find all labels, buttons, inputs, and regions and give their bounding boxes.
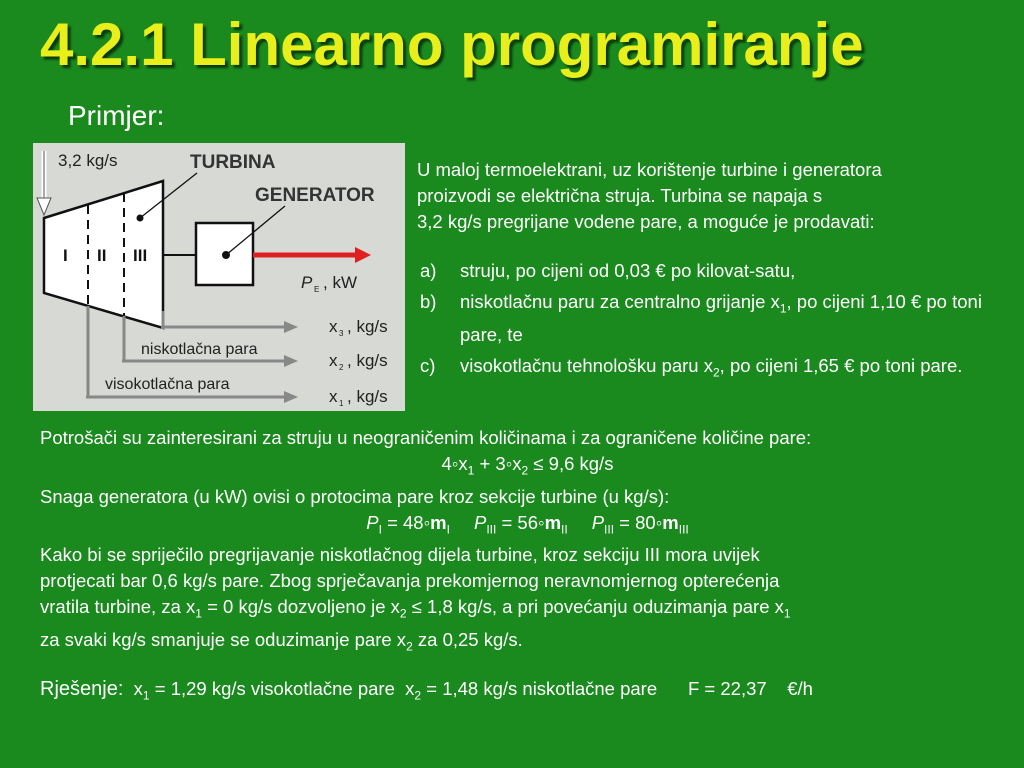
x3-subscript: 3 xyxy=(339,329,344,338)
option-b-text-2: , po cijeni 1,10 € po toni pare, te xyxy=(460,291,982,345)
option-b-label: b) xyxy=(420,291,437,312)
solution-label: Rješenje: xyxy=(40,677,124,700)
para-line-4b: za 0,25 kg/s. xyxy=(412,629,523,651)
x2-arrowhead xyxy=(284,355,298,367)
option-b xyxy=(420,289,1020,348)
eq2-p3-sub: III xyxy=(604,522,615,537)
eq2-p2-mid: = 56◦ xyxy=(496,511,545,533)
eq1-part-a: 4◦x xyxy=(441,453,468,474)
power-arrowhead xyxy=(355,247,371,263)
option-c-label: c) xyxy=(420,354,436,376)
x1-symbol: x xyxy=(329,387,338,406)
option-b-text-1: niskotlačnu paru za centralno grijanje x xyxy=(460,291,780,312)
para-line-3a: vratila turbine, za x xyxy=(40,596,196,618)
intro-text xyxy=(417,157,1017,235)
consumers-text: Potrošači su zainteresirani za struju u neograničenim količinama i za ograničene količine pare: xyxy=(40,427,812,448)
eq2-p2-sub: III xyxy=(486,522,497,537)
eq2-p1-mid: = 48◦ xyxy=(381,511,431,533)
solution-x2-sub: 2 xyxy=(414,688,422,703)
high-pressure-label: visokotlačna para xyxy=(105,376,230,393)
generator-label: GENERATOR xyxy=(255,185,375,206)
section-label-2: II xyxy=(97,246,107,265)
eq2-p1: P xyxy=(366,511,379,533)
para-line-3c: ≤ 1,8 kg/s, a pri povećanju oduzimanja pare x xyxy=(406,596,784,618)
eq2-m1-sub: I xyxy=(446,522,450,537)
eq1-part-b: + 3◦x xyxy=(474,453,522,474)
option-c-text-2: , po cijeni 1,65 € po toni pare. xyxy=(719,354,963,376)
slide-subtitle: Primjer: xyxy=(68,100,165,131)
inlet-arrowhead xyxy=(37,198,51,215)
eq1-sub-1: 1 xyxy=(467,463,475,478)
eq2-m3-sub: III xyxy=(678,522,689,537)
power-symbol: P xyxy=(301,273,313,292)
para-line-3-sub1: 1 xyxy=(195,607,202,622)
power-subscript: E xyxy=(314,285,320,294)
solution-x1-value: = 1,29 kg/s visokotlačne pare xyxy=(149,677,395,699)
section-label-3: III xyxy=(133,246,148,265)
para-line-3-sub3: 1 xyxy=(783,607,791,622)
para-line-2: protjecati bar 0,6 kg/s pare. Zbog sprječavanja prekomjernog neravnomjernog opterećenja xyxy=(40,570,780,592)
x2-subscript: 2 xyxy=(339,363,344,372)
para-line-4a: za svaki kg/s smanjuje se oduzimanje pare x xyxy=(40,629,407,651)
option-c-text-1: visokotlačnu tehnološku paru x xyxy=(460,354,713,376)
eq2-p3-mid: = 80◦ xyxy=(614,511,663,533)
intro-line-3: 3,2 kg/s pregrijane vodene pare, a moguće je prodavati: xyxy=(417,211,875,232)
turbine-diagram-svg xyxy=(33,143,405,411)
option-c xyxy=(420,353,1020,386)
solution-x1-sub: 1 xyxy=(142,688,150,703)
x2-symbol: x xyxy=(329,351,338,370)
option-a-text: struju, po cijeni od 0,03 € po kilovat-satu, xyxy=(460,260,796,281)
power-unit: , kW xyxy=(323,273,357,292)
intro-line-2: proizvodi se električna struja. Turbina se napaja s xyxy=(417,185,823,206)
para-line-3b: = 0 kg/s dozvoljeno je x xyxy=(201,596,400,618)
section-label-1: I xyxy=(63,246,68,265)
turbine-diagram xyxy=(33,143,405,411)
eq2-m3: m xyxy=(662,511,679,533)
x3-symbol: x xyxy=(329,317,338,336)
solution-line xyxy=(40,676,1015,709)
power-text: Snaga generatora (u kW) ovisi o protocima pare kroz sekcije turbine (u kg/s): xyxy=(40,485,670,507)
x3-arrowhead xyxy=(284,321,298,333)
power-equations xyxy=(40,510,1015,543)
inlet-flow-label: 3,2 kg/s xyxy=(58,151,118,170)
solution-x2: x xyxy=(405,677,415,699)
slide-title: 4.2.1 Linearno programiranje xyxy=(40,11,864,78)
eq2-p2: P xyxy=(473,511,487,533)
eq2-m2-sub: II xyxy=(561,522,568,537)
para-line-3-sub2: 2 xyxy=(399,607,407,622)
x1-subscript: 1 xyxy=(339,399,344,408)
x1-arrowhead xyxy=(284,391,298,403)
option-b-text xyxy=(460,289,1000,348)
eq1-part-c: ≤ 9,6 kg/s xyxy=(528,453,614,474)
options-list xyxy=(420,258,1020,390)
option-b-sub: 1 xyxy=(779,301,787,316)
option-a xyxy=(420,258,1020,284)
intro-line-1: U maloj termoelektrani, uz korištenje turbine i generatora xyxy=(417,159,882,180)
para-line-4-sub: 2 xyxy=(406,639,413,654)
eq2-m1: m xyxy=(430,511,447,533)
solution-objective-unit: €/h xyxy=(787,677,813,699)
solution-objective: F = 22,37 xyxy=(687,677,767,699)
eq1-sub-2: 2 xyxy=(521,463,529,478)
constraint-paragraph xyxy=(40,542,1015,659)
constraint-equation xyxy=(40,451,1015,484)
x1-unit: , kg/s xyxy=(347,387,388,406)
low-pressure-label: niskotlačna para xyxy=(141,341,258,358)
solution-x1: x xyxy=(133,677,143,699)
option-c-text xyxy=(460,353,1000,386)
x2-unit: , kg/s xyxy=(347,351,388,370)
turbine-label: TURBINA xyxy=(190,152,276,173)
x3-unit: , kg/s xyxy=(347,317,388,336)
turbine-leader-dot xyxy=(137,215,144,222)
eq2-m2: m xyxy=(544,511,562,533)
eq2-p3: P xyxy=(591,511,605,533)
problem-body xyxy=(40,425,1015,708)
eq2-p1-sub: I xyxy=(378,522,382,537)
option-a-label: a) xyxy=(420,260,437,281)
option-c-sub: 2 xyxy=(712,365,720,380)
solution-x2-value: = 1,48 kg/s niskotlačne pare xyxy=(421,677,658,699)
para-line-1: Kako bi se spriječilo pregrijavanje niskotlačnog dijela turbine, kroz sekciju III mora uvijek xyxy=(40,544,760,566)
